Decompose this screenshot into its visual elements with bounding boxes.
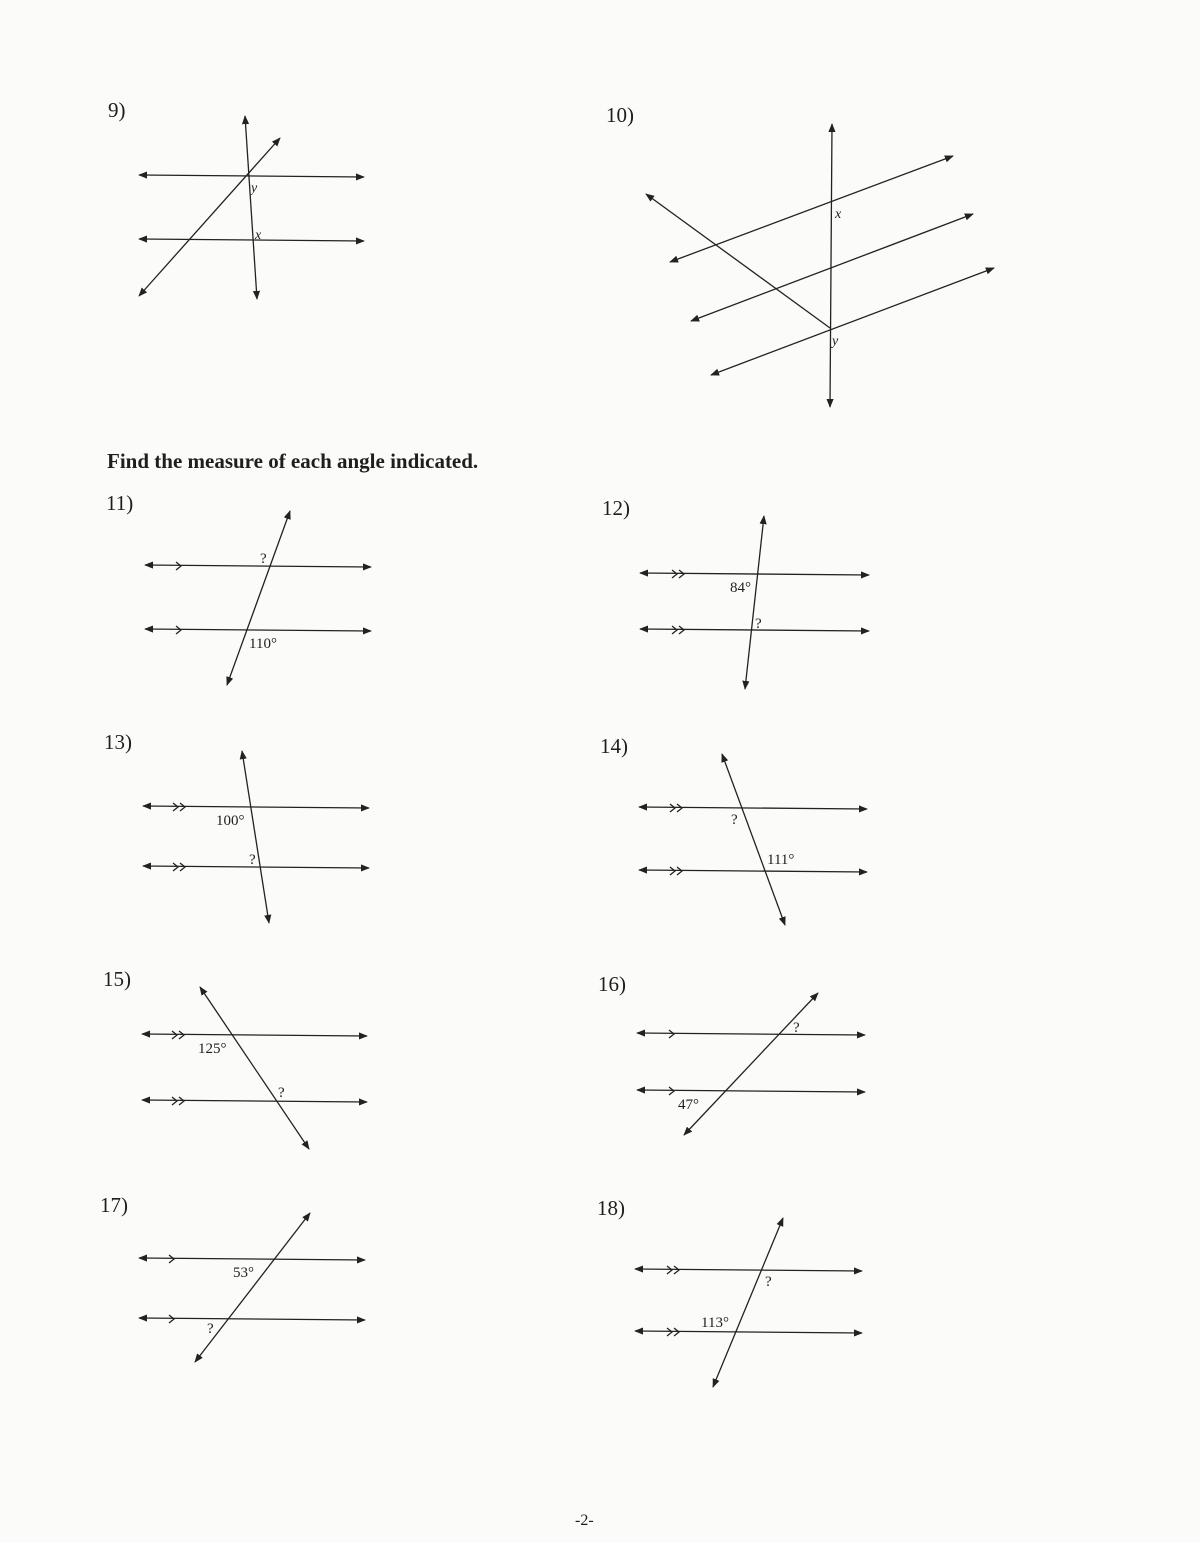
problem-12-number: 12) bbox=[602, 496, 630, 520]
given-angle-label: 113° bbox=[701, 1315, 729, 1331]
unknown-angle-label: ? bbox=[249, 852, 256, 868]
transversal bbox=[745, 516, 764, 689]
problem-17-number: 17) bbox=[100, 1193, 128, 1217]
parallel-line-top bbox=[637, 1033, 865, 1035]
parallel-tick-marks bbox=[669, 1030, 674, 1095]
parallel-line-2 bbox=[691, 214, 973, 321]
unknown-angle-label: ? bbox=[755, 616, 762, 632]
transversal bbox=[227, 511, 290, 685]
parallel-line-bottom bbox=[637, 1090, 865, 1092]
given-angle-label: 84° bbox=[730, 580, 751, 596]
problem-16-diagram bbox=[637, 993, 865, 1135]
transversal-vertical bbox=[830, 124, 832, 407]
problem-18-number: 18) bbox=[597, 1196, 625, 1220]
problem-10 bbox=[606, 103, 994, 407]
problem-15-diagram bbox=[142, 987, 367, 1149]
problem-13-diagram bbox=[143, 751, 369, 923]
problem-12 bbox=[602, 496, 869, 689]
parallel-line-top bbox=[139, 175, 364, 177]
parallel-tick-marks bbox=[670, 804, 682, 875]
given-angle-label: 111° bbox=[767, 852, 795, 868]
transversal bbox=[684, 993, 818, 1135]
problem-16 bbox=[598, 972, 865, 1135]
problem-9-number: 9) bbox=[108, 98, 126, 122]
given-angle-label: 53° bbox=[233, 1265, 254, 1281]
parallel-line-bottom bbox=[635, 1331, 862, 1333]
parallel-line-bottom bbox=[145, 629, 371, 631]
problem-13-number: 13) bbox=[104, 730, 132, 754]
problem-9-diagram bbox=[139, 116, 364, 299]
problem-15 bbox=[103, 967, 367, 1149]
problem-18 bbox=[597, 1196, 862, 1387]
unknown-angle-label: ? bbox=[731, 812, 738, 828]
parallel-tick-marks bbox=[173, 803, 185, 871]
transversal bbox=[200, 987, 309, 1149]
page-number: -2- bbox=[575, 1512, 594, 1529]
parallel-tick-marks bbox=[667, 1266, 679, 1336]
given-angle-label: 100° bbox=[216, 813, 245, 829]
instructions-heading: Find the measure of each angle indicated. bbox=[107, 449, 479, 473]
problem-15-number: 15) bbox=[103, 967, 131, 991]
parallel-line-1 bbox=[670, 156, 953, 262]
transversal bbox=[722, 754, 785, 925]
parallel-tick-marks bbox=[172, 1031, 184, 1105]
unknown-angle-label: ? bbox=[278, 1085, 285, 1101]
parallel-line-top bbox=[640, 573, 869, 575]
problem-13 bbox=[104, 730, 369, 923]
problem-10-number: 10) bbox=[606, 103, 634, 127]
problem-11 bbox=[106, 491, 371, 685]
problem-14-number: 14) bbox=[600, 734, 628, 758]
given-angle-label: 47° bbox=[678, 1097, 699, 1113]
problem-14 bbox=[600, 734, 867, 925]
transversal bbox=[242, 751, 269, 923]
unknown-angle-label: ? bbox=[207, 1321, 214, 1337]
parallel-line-top bbox=[145, 565, 371, 567]
problem-11-number: 11) bbox=[106, 491, 134, 515]
transversal-diagonal bbox=[139, 138, 280, 296]
given-angle-label: 110° bbox=[249, 636, 277, 652]
problem-12-diagram bbox=[640, 516, 869, 689]
problem-16-number: 16) bbox=[598, 972, 626, 996]
transversal bbox=[713, 1218, 783, 1387]
problem-9 bbox=[108, 98, 364, 299]
transversal-vertical bbox=[245, 116, 257, 299]
given-angle-label: 125° bbox=[198, 1041, 227, 1057]
parallel-tick-marks bbox=[176, 562, 181, 634]
angle-label-y: y bbox=[832, 334, 839, 349]
transversal bbox=[195, 1213, 310, 1362]
problem-18-diagram bbox=[635, 1218, 862, 1387]
parallel-line-bottom bbox=[139, 239, 364, 241]
angle-label-x: x bbox=[255, 228, 262, 243]
unknown-angle-label: ? bbox=[793, 1020, 800, 1036]
problem-11-diagram bbox=[145, 511, 371, 685]
angle-label-x: x bbox=[835, 207, 842, 222]
problem-17 bbox=[100, 1193, 365, 1362]
angle-label-y: y bbox=[251, 181, 258, 196]
parallel-tick-marks bbox=[169, 1255, 174, 1323]
unknown-angle-label: ? bbox=[260, 551, 267, 567]
problem-14-diagram bbox=[639, 754, 867, 925]
parallel-tick-marks bbox=[672, 570, 684, 634]
parallel-line-3 bbox=[711, 268, 994, 375]
problem-17-diagram bbox=[139, 1213, 365, 1362]
problem-10-diagram bbox=[646, 124, 994, 407]
unknown-angle-label: ? bbox=[765, 1274, 772, 1290]
parallel-line-top bbox=[635, 1269, 862, 1271]
